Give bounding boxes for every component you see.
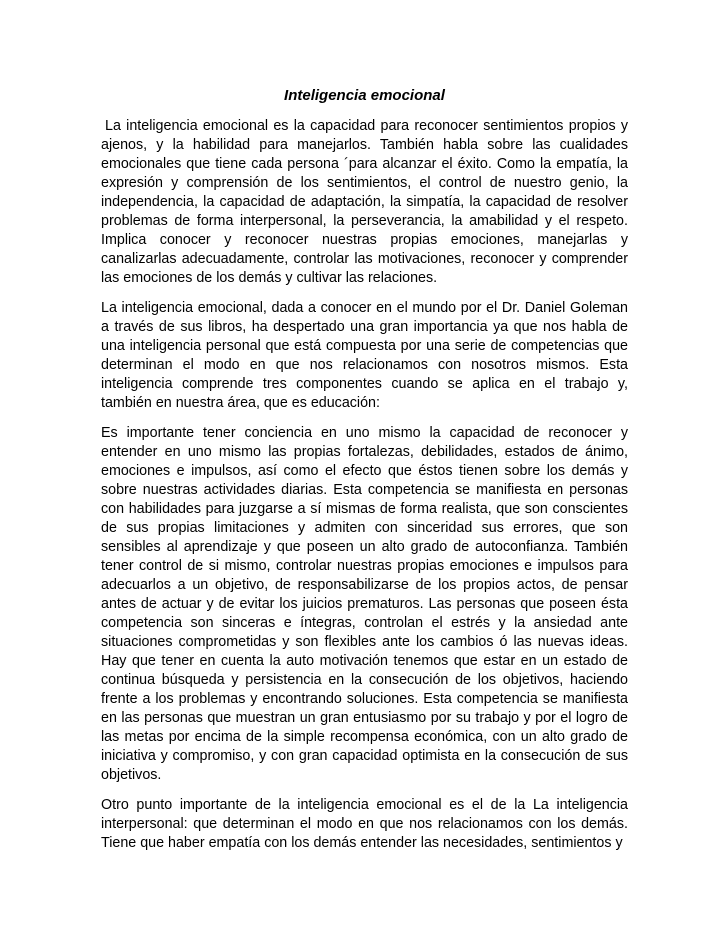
document-title: Inteligencia emocional <box>284 87 445 104</box>
document-body <box>101 117 628 864</box>
paragraph-definition: La inteligencia emocional es la capacidad para reconocer sentimientos propios y ajenos, y la habilidad para manejarlos. También habla sobre las cualidades emocionales que tiene cada persona ´para alcanzar el éxito. Como la empatía, la expresión y comprensión de los sentimientos, el control de nuestro genio, la independencia, la capacidad de adaptación, la simpatía, la capacidad de resolver problemas de forma interpersonal, la perseverancia, la amabilidad y el respeto. Implica conocer y reconocer nuestras propias emociones, manejarlas y canalizarlas adecuadamente, controlar las motivaciones, reconocer y comprender las emociones de los demás y cultivar las relaciones. <box>101 118 628 286</box>
paragraph-goleman: La inteligencia emocional, dada a conocer en el mundo por el Dr. Daniel Goleman a través de sus libros, ha despertado una gran importancia ya que nos habla de una inteligencia personal que está compuesta por una serie de competencias que determinan el modo en que nos relacionamos con nosotros mismos. Esta inteligencia comprende tres componentes cuando se aplica en el trabajo y, también en nuestra área, que es educación: <box>101 300 628 411</box>
paragraph-interpersonal: Otro punto importante de la inteligencia emocional es el de la La inteligencia interpersonal: que determinan el modo en que nos relacionamos con los demás. Tiene que haber empatía con los demás entender las necesidades, sentimientos y <box>101 797 628 851</box>
paragraph-self-awareness: Es importante tener conciencia en uno mismo la capacidad de reconocer y entender en uno mismo las propias fortalezas, debilidades, estados de ánimo, emociones e impulsos, así como el efecto que éstos tienen sobre los demás y sobre nuestras actividades diarias. Esta competencia se manifiesta en personas con habilidades para juzgarse a sí mismas de forma realista, que son conscientes de sus propias limitaciones y admiten con sinceridad sus errores, que son sensibles al aprendizaje y que poseen un alto grado de autoconfianza. También tener control de si mismo, controlar nuestras propias emociones e impulsos para adecuarlos a un objetivo, de responsabilizarse de los propios actos, de pensar antes de actuar y de evitar los juicios prematuros. Las personas que poseen ésta competencia son sinceras e íntegras, controlan el estrés y la ansiedad ante situaciones comprometidas y son flexibles ante los cambios ó las nuevas ideas. Hay que tener en cuenta la auto motivación tenemos que estar en un estado de continua búsqueda y persistencia en la consecución de los objetivos, haciendo frente a los problemas y encontrando soluciones. Esta competencia se manifiesta en las personas que muestran un gran entusiasmo por su trabajo y por el logro de las metas por encima de la simple recompensa económica, con un alto grado de iniciativa y compromiso, y con gran capacidad optimista en la consecución de sus objetivos. <box>101 425 628 783</box>
